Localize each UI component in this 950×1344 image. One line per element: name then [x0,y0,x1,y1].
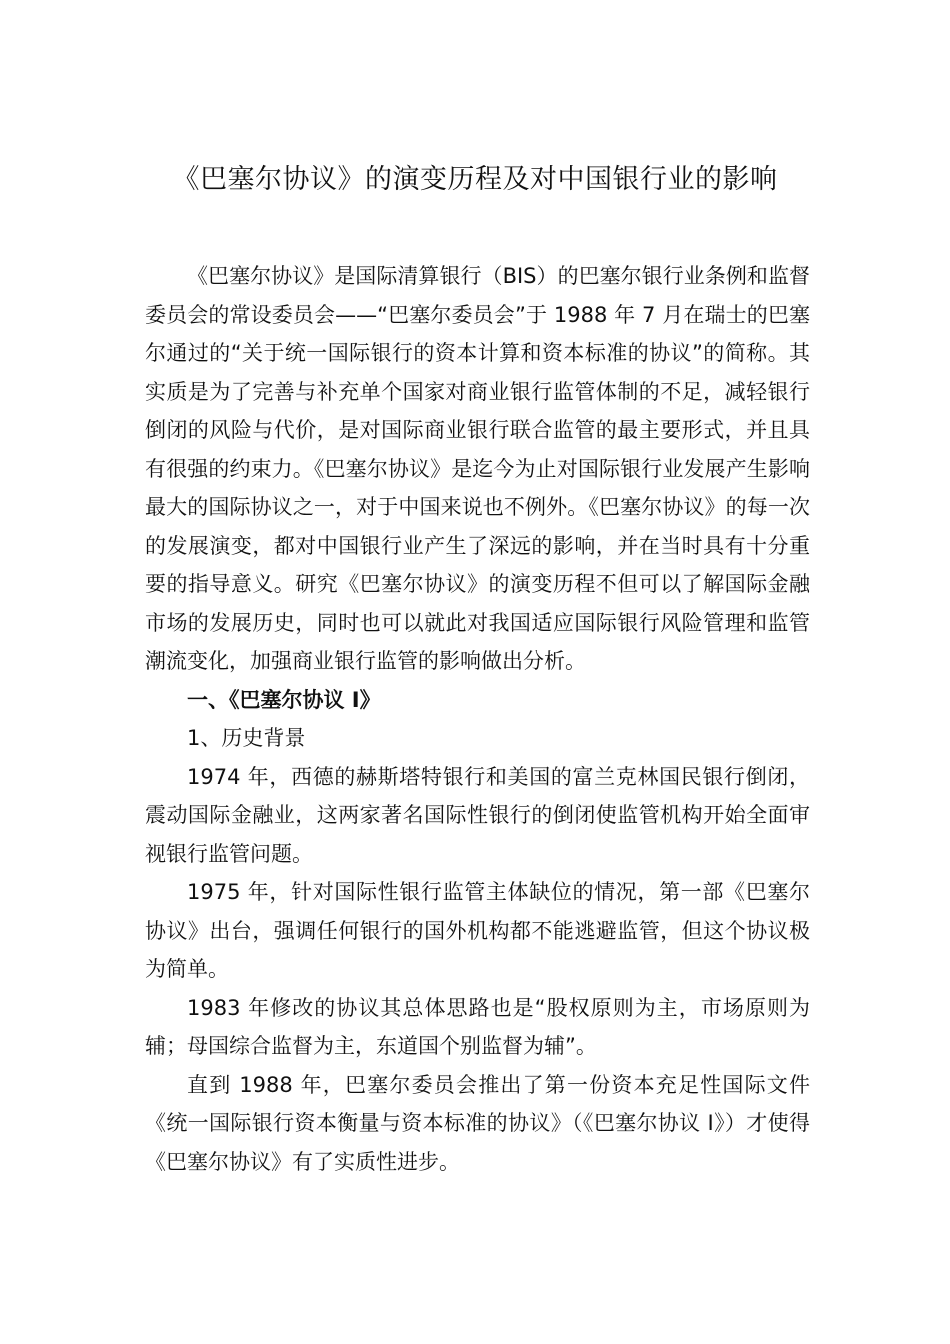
paragraph-1983: 1983 年修改的协议其总体思路也是“股权原则为主，市场原则为辅；母国综合监督为主，东道国个别监督为辅”。 [145,995,810,1058]
intro-paragraph: 《巴塞尔协议》是国际清算银行（BIS）的巴塞尔银行业条例和监督委员会的常设委员会——“巴塞尔委员会”于 1988 年 7 月在瑞士的巴塞尔通过的“关于统一国际银行的资本计算和资本标准的协议”的简称。其实质是为了完善与补充单个国家对商业银行监管体制的不足，减轻银行倒闭的风险与代价，是对国际商业银行联合监管的最主要形式，并且具有很强的约束力。《巴塞尔协议》是迄今为止对国际银行业发展产生影响最大的国际协议之一，对于中国来说也不例外。《巴塞尔协议》的每一次的发展演变，都对中国银行业产生了深远的影响，并在当时具有十分重要的指导意义。研究《巴塞尔协议》的演变历程不但可以了解国际金融市场的发展历史，同时也可以就此对我国适应国际银行风险管理和监管潮流变化，加强商业银行监管的影响做出分析。 [145,264,810,673]
document-title: 《巴塞尔协议》的演变历程及对中国银行业的影响 [172,164,778,195]
section-heading: 一、《巴塞尔协议 I》 [187,687,381,712]
subsection-heading: 1、历史背景 [187,726,306,750]
paragraph-1975: 1975 年，针对国际性银行监管主体缺位的情况，第一部《巴塞尔协议》出台，强调任何银行的国外机构都不能逃避监管，但这个协议极为简单。 [145,880,810,981]
paragraph-1988: 直到 1988 年，巴塞尔委员会推出了第一份资本充足性国际文件《统一国际银行资本衡量与资本标准的协议》（《巴塞尔协议 I》）才使得《巴塞尔协议》有了实质性进步。 [145,1072,810,1174]
document-body [145,257,810,1181]
paragraph-1974: 1974 年，西德的赫斯塔特银行和美国的富兰克林国民银行倒闭，震动国际金融业，这两家著名国际性银行的倒闭使监管机构开始全面审视银行监管问题。 [145,764,810,866]
